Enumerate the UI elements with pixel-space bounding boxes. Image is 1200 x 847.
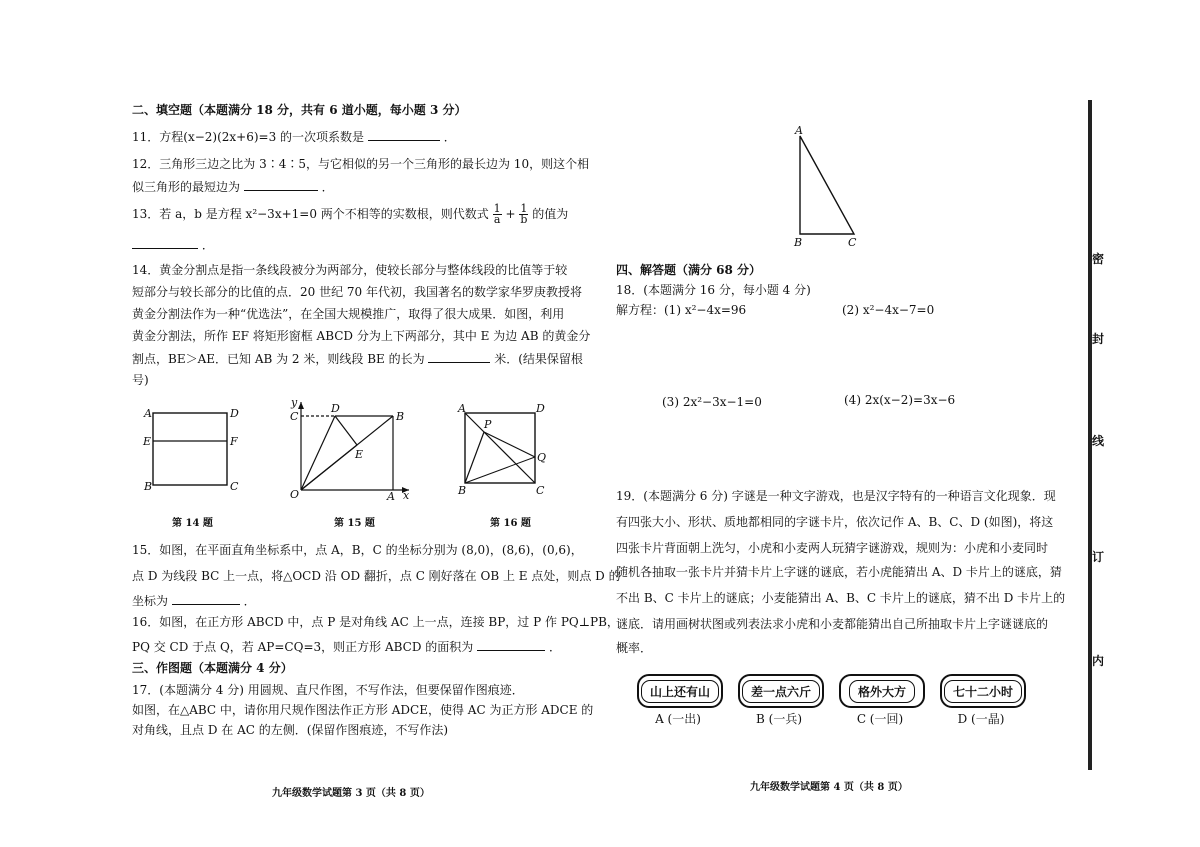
fig16-label-c: C bbox=[536, 484, 545, 497]
riddle-card-d-text: 七十二小时 bbox=[944, 680, 1022, 703]
binding-char-2: 封 bbox=[1092, 332, 1105, 346]
fig15-label-b: B bbox=[396, 410, 405, 423]
riddle-card-b-label: B (一兵) bbox=[756, 712, 802, 726]
question-14-line5 bbox=[132, 350, 583, 367]
figure-16 bbox=[452, 400, 552, 498]
question-11 bbox=[132, 128, 456, 145]
q13-answer-blank[interactable] bbox=[132, 236, 198, 249]
fig16-caption: 第 16 题 bbox=[490, 518, 531, 529]
riddle-card-a-label: A (一出) bbox=[655, 712, 701, 726]
riddle-card-a bbox=[637, 674, 723, 708]
q14-line4: 黄金分割法，所作 EF 将矩形窗框 ABCD 分为上下两部分，其中 E 为边 AB 的黄金分 bbox=[132, 329, 591, 343]
section3-title: 三、作图题（本题满分 4 分） bbox=[132, 661, 293, 675]
q14-line3: 黄金分割法作为一种“优选法”，在全国大规模推广，取得了很大成果．如图，利用 bbox=[132, 307, 565, 321]
fig16-label-d: D bbox=[536, 402, 545, 415]
figure-15 bbox=[285, 394, 420, 504]
q11-text: 11．方程(x−2)(2x+6)=3 的一次项系数是 bbox=[132, 130, 365, 144]
q15-end: ． bbox=[243, 594, 256, 608]
q14-answer-blank[interactable] bbox=[428, 350, 490, 363]
fig14-label-b: B bbox=[144, 480, 153, 493]
fig15-label-c: C bbox=[290, 410, 299, 423]
q15-line3: 坐标为 bbox=[132, 594, 169, 608]
fig16-label-p: P bbox=[484, 418, 492, 431]
riddle-card-c bbox=[839, 674, 925, 708]
q13-fraction-a: $\frac{1}{a}$ bbox=[493, 202, 501, 226]
q18-title: 18．(本题满分 16 分，每小题 4 分) bbox=[616, 283, 811, 297]
riddle-card-d bbox=[940, 674, 1026, 708]
fig15-caption: 第 15 题 bbox=[334, 518, 375, 529]
binding-char-3: 线 bbox=[1092, 434, 1105, 448]
fig15-label-e: E bbox=[355, 448, 364, 461]
riddle-card-c-label: C (一回) bbox=[856, 712, 904, 726]
question-13 bbox=[132, 204, 568, 225]
fig16-label-a: A bbox=[458, 402, 466, 415]
fig14-label-d: D bbox=[230, 407, 239, 420]
q14-line5-tail: 米．(结果保留根 bbox=[494, 352, 583, 366]
q19-line7: 概率． bbox=[616, 641, 653, 655]
q13-end: ． bbox=[201, 238, 214, 252]
q14-line6: 号) bbox=[132, 373, 149, 387]
fig15-label-d: D bbox=[331, 402, 340, 415]
q12-line1: 12．三角形三边之比为 3∶4∶5，与它相似的另一个三角形的最长边为 10，则这个相 bbox=[132, 157, 590, 171]
riddle-card-b-text: 差一点六斤 bbox=[742, 680, 820, 703]
question-12-line2 bbox=[132, 178, 334, 195]
q16-line2: PQ 交 CD 于点 Q，若 AP=CQ=3，则正方形 ABCD 的面积为 bbox=[132, 640, 474, 654]
riddle-card-d-label: D (一晶) bbox=[957, 712, 1005, 726]
q16-line1: 16．如图，在正方形 ABCD 中，点 P 是对角线 AC 上一点，连接 BP，过 P 作 PQ⊥PB， bbox=[132, 615, 619, 629]
q16-answer-blank[interactable] bbox=[477, 638, 545, 651]
q19-line3: 四张卡片背面朝上洗匀，小虎和小麦两人玩猜字谜游戏，规则为：小虎和小麦同时 bbox=[616, 541, 1049, 555]
q19-line2: 有四张大小、形状、质地都相同的字谜卡片，依次记作 A、B、C、D (如图)，将这 bbox=[616, 515, 1054, 529]
fig14-label-a: A bbox=[144, 407, 152, 420]
left-footer: 九年级数学试题第 3 页（共 8 页） bbox=[272, 788, 430, 799]
riddle-card-b bbox=[738, 674, 824, 708]
q15-answer-blank[interactable] bbox=[172, 592, 240, 605]
q19-line4: 随机各抽取一张卡片并猜卡片上字谜的谜底，若小虎能猜出 A、D 卡片上的谜底，猜 bbox=[616, 565, 1062, 579]
q17-line2: 如图，在△ABC 中，请你用尺规作图法作正方形 ADCE，使得 AC 为正方形 ADCE 的 bbox=[132, 703, 594, 717]
fig17-label-b: B bbox=[794, 236, 803, 248]
q15-line1: 15．如图，在平面直角坐标系中，点 A，B，C 的坐标分别为 (8,0)，(8,6)，(0,6)， bbox=[132, 543, 583, 557]
q17-line1: 17．(本题满分 4 分) 用圆规、直尺作图，不写作法，但要保留作图痕迹． bbox=[132, 683, 524, 697]
question-15-line3 bbox=[132, 592, 256, 609]
q19-line6: 谜底．请用画树状图或列表法求小虎和小麦都能猜出自己所抽取卡片上字谜谜底的 bbox=[616, 617, 1049, 631]
fig15-label-x: x bbox=[403, 489, 410, 502]
binding-char-5: 内 bbox=[1092, 654, 1105, 668]
fig16-label-q: Q bbox=[537, 451, 547, 464]
binding-char-1: 密 bbox=[1092, 252, 1105, 266]
q14-line2: 短部分与较长部分的比值的点．20 世纪 70 年代初，我国著名的数学家华罗庚教授将 bbox=[132, 285, 582, 299]
question-16-line2 bbox=[132, 638, 561, 655]
q19-line1: 19．(本题满分 6 分) 字谜是一种文字游戏，也是汉字特有的一种语言文化现象．现 bbox=[616, 489, 1056, 503]
q14-line1: 14．黄金分割点是指一条线段被分为两部分，使较长部分与整体线段的比值等于较 bbox=[132, 263, 568, 277]
q18-part1: 解方程：(1) x²−4x=96 bbox=[616, 303, 747, 317]
figure-14 bbox=[140, 400, 250, 500]
q14-line5: 割点，BE＞AE．已知 AB 为 2 米，则线段 BE 的长为 bbox=[132, 352, 425, 366]
q12-answer-blank[interactable] bbox=[244, 178, 318, 191]
q18-part2: (2) x²−4x−7=0 bbox=[842, 303, 935, 317]
q17-line3: 对角线，且点 D 在 AC 的左侧．(保留作图痕迹，不写作法) bbox=[132, 723, 449, 737]
q18-part4: (4) 2x(x−2)=3x−6 bbox=[844, 393, 956, 407]
binding-char-4: 订 bbox=[1092, 550, 1105, 564]
riddle-card-c-text: 格外大方 bbox=[849, 680, 915, 703]
right-footer: 九年级数学试题第 4 页（共 8 页） bbox=[750, 782, 908, 793]
q19-line5: 不出 B、C 卡片上的谜底；小麦能猜出 A、B、C 卡片上的谜底，猜不出 D 卡片上的 bbox=[616, 591, 1066, 605]
fig14-label-c: C bbox=[230, 480, 239, 493]
q11-answer-blank[interactable] bbox=[368, 128, 440, 141]
section2-title: 二、填空题（本题满分 18 分，共有 6 道小题，每小题 3 分） bbox=[132, 103, 467, 117]
q11-end: ． bbox=[443, 130, 456, 144]
fig14-label-e: E bbox=[143, 435, 152, 448]
fig14-label-f: F bbox=[230, 435, 238, 448]
question-13-line2 bbox=[132, 236, 214, 253]
riddle-card-a-text: 山上还有山 bbox=[641, 680, 719, 703]
q18-part3: (3) 2x²−3x−1=0 bbox=[662, 395, 762, 409]
q13-fraction-b: $\frac{1}{b}$ bbox=[520, 202, 528, 226]
fig15-label-a: A bbox=[387, 490, 395, 503]
q13-plus: + bbox=[505, 207, 516, 221]
fig15-label-y: y bbox=[291, 396, 298, 409]
figure-17-triangle bbox=[786, 122, 866, 248]
fig14-caption: 第 14 题 bbox=[172, 518, 213, 529]
q15-line2: 点 D 为线段 BC 上一点，将△OCD 沿 OD 翻折，点 C 刚好落在 OB 上 E 点处，则点 D 的 bbox=[132, 569, 621, 583]
fig17-label-a: A bbox=[795, 124, 803, 137]
fig17-label-c: C bbox=[848, 236, 857, 248]
q12-end: ． bbox=[321, 180, 334, 194]
q13-tail: 的值为 bbox=[532, 207, 569, 221]
section4-title: 四、解答题（满分 68 分） bbox=[616, 263, 762, 277]
q13-text: 13．若 a，b 是方程 x²−3x+1=0 两个不相等的实数根，则代数式 bbox=[132, 207, 489, 221]
fig15-label-o: O bbox=[290, 488, 300, 501]
q16-end: ． bbox=[548, 640, 561, 654]
q12-line2: 似三角形的最短边为 bbox=[132, 180, 241, 194]
fig16-label-b: B bbox=[458, 484, 467, 497]
